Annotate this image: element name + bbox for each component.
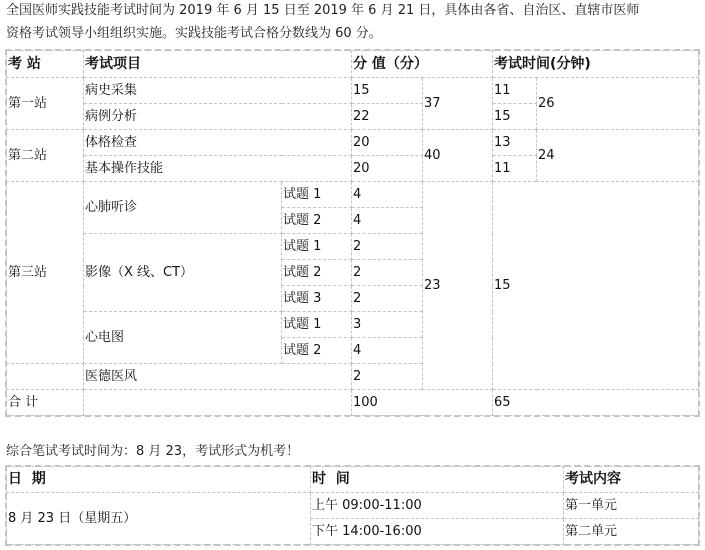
header-date: 日 期	[7, 467, 311, 493]
session-time: 下午 14:00-16:00	[311, 519, 564, 545]
item-score: 2	[352, 364, 423, 390]
total-score: 100	[352, 390, 493, 416]
table-row	[7, 493, 699, 519]
table-row	[7, 78, 699, 104]
item-score: 4	[352, 208, 423, 234]
question-label: 试题 3	[282, 286, 352, 312]
station-time-total: 15	[493, 182, 699, 390]
header-score: 分 值（分）	[352, 51, 493, 78]
item-name: 医德医风	[84, 364, 352, 390]
question-label: 试题 1	[282, 312, 352, 338]
station-name: 第二站	[7, 130, 84, 182]
table-row	[7, 182, 699, 208]
total-row	[7, 390, 699, 416]
item-name: 病例分析	[84, 104, 352, 130]
station-name: 第一站	[7, 78, 84, 130]
item-time: 13	[493, 130, 537, 156]
question-label: 试题 1	[282, 234, 352, 260]
station-name: 第三站	[7, 182, 84, 364]
intro-line-1: 全国医师实践技能考试时间为 2019 年 6 月 15 日至 2019 年 6 月 21 日，具体由各省、自治区、直辖市医师	[6, 3, 640, 18]
item-score: 15	[352, 78, 423, 104]
table-row	[7, 130, 699, 156]
session-content: 第二单元	[564, 519, 699, 545]
item-time: 11	[493, 78, 537, 104]
station-score-total: 23	[423, 182, 493, 390]
table-header-row	[7, 467, 699, 493]
total-label: 合 计	[7, 390, 84, 416]
header-station: 考 站	[7, 51, 84, 78]
item-score: 4	[352, 182, 423, 208]
question-label: 试题 2	[282, 260, 352, 286]
table-header-row	[7, 51, 699, 78]
item-name: 基本操作技能	[84, 156, 352, 182]
item-score: 20	[352, 156, 423, 182]
header-content: 考试内容	[564, 467, 699, 493]
item-score: 3	[352, 312, 423, 338]
question-label: 试题 2	[282, 208, 352, 234]
written-exam-intro: 综合笔试考试时间为：8 月 23，考试形式为机考！	[6, 444, 300, 459]
empty-cell	[7, 364, 84, 390]
item-score: 4	[352, 338, 423, 364]
session-time: 上午 09:00-11:00	[311, 493, 564, 519]
item-name: 心电图	[84, 312, 282, 364]
intro-line-2: 资格考试领导小组组织实施。实践技能考试合格分数线为 60 分。	[6, 26, 382, 41]
item-time: 11	[493, 156, 537, 182]
question-label: 试题 1	[282, 182, 352, 208]
item-name: 影像（X 线、CT）	[84, 234, 282, 312]
item-score: 2	[352, 260, 423, 286]
written-exam-table	[6, 466, 699, 545]
header-item: 考试项目	[84, 51, 352, 78]
empty-cell	[84, 390, 352, 416]
station-time-total: 26	[537, 78, 699, 130]
exam-date: 8 月 23 日（星期五）	[7, 493, 311, 545]
item-score: 22	[352, 104, 423, 130]
question-label: 试题 2	[282, 338, 352, 364]
station-score-total: 40	[423, 130, 493, 182]
header-time: 考试时间(分钟)	[493, 51, 699, 78]
total-time: 65	[493, 390, 699, 416]
item-score: 20	[352, 130, 423, 156]
practical-exam-table	[6, 50, 699, 416]
item-score: 2	[352, 234, 423, 260]
item-name: 体格检查	[84, 130, 352, 156]
session-content: 第一单元	[564, 493, 699, 519]
item-score: 2	[352, 286, 423, 312]
item-name: 心肺听诊	[84, 182, 282, 234]
header-time: 时 间	[311, 467, 564, 493]
station-time-total: 24	[537, 130, 699, 182]
item-name: 病史采集	[84, 78, 352, 104]
station-score-total: 37	[423, 78, 493, 130]
item-time: 15	[493, 104, 537, 130]
